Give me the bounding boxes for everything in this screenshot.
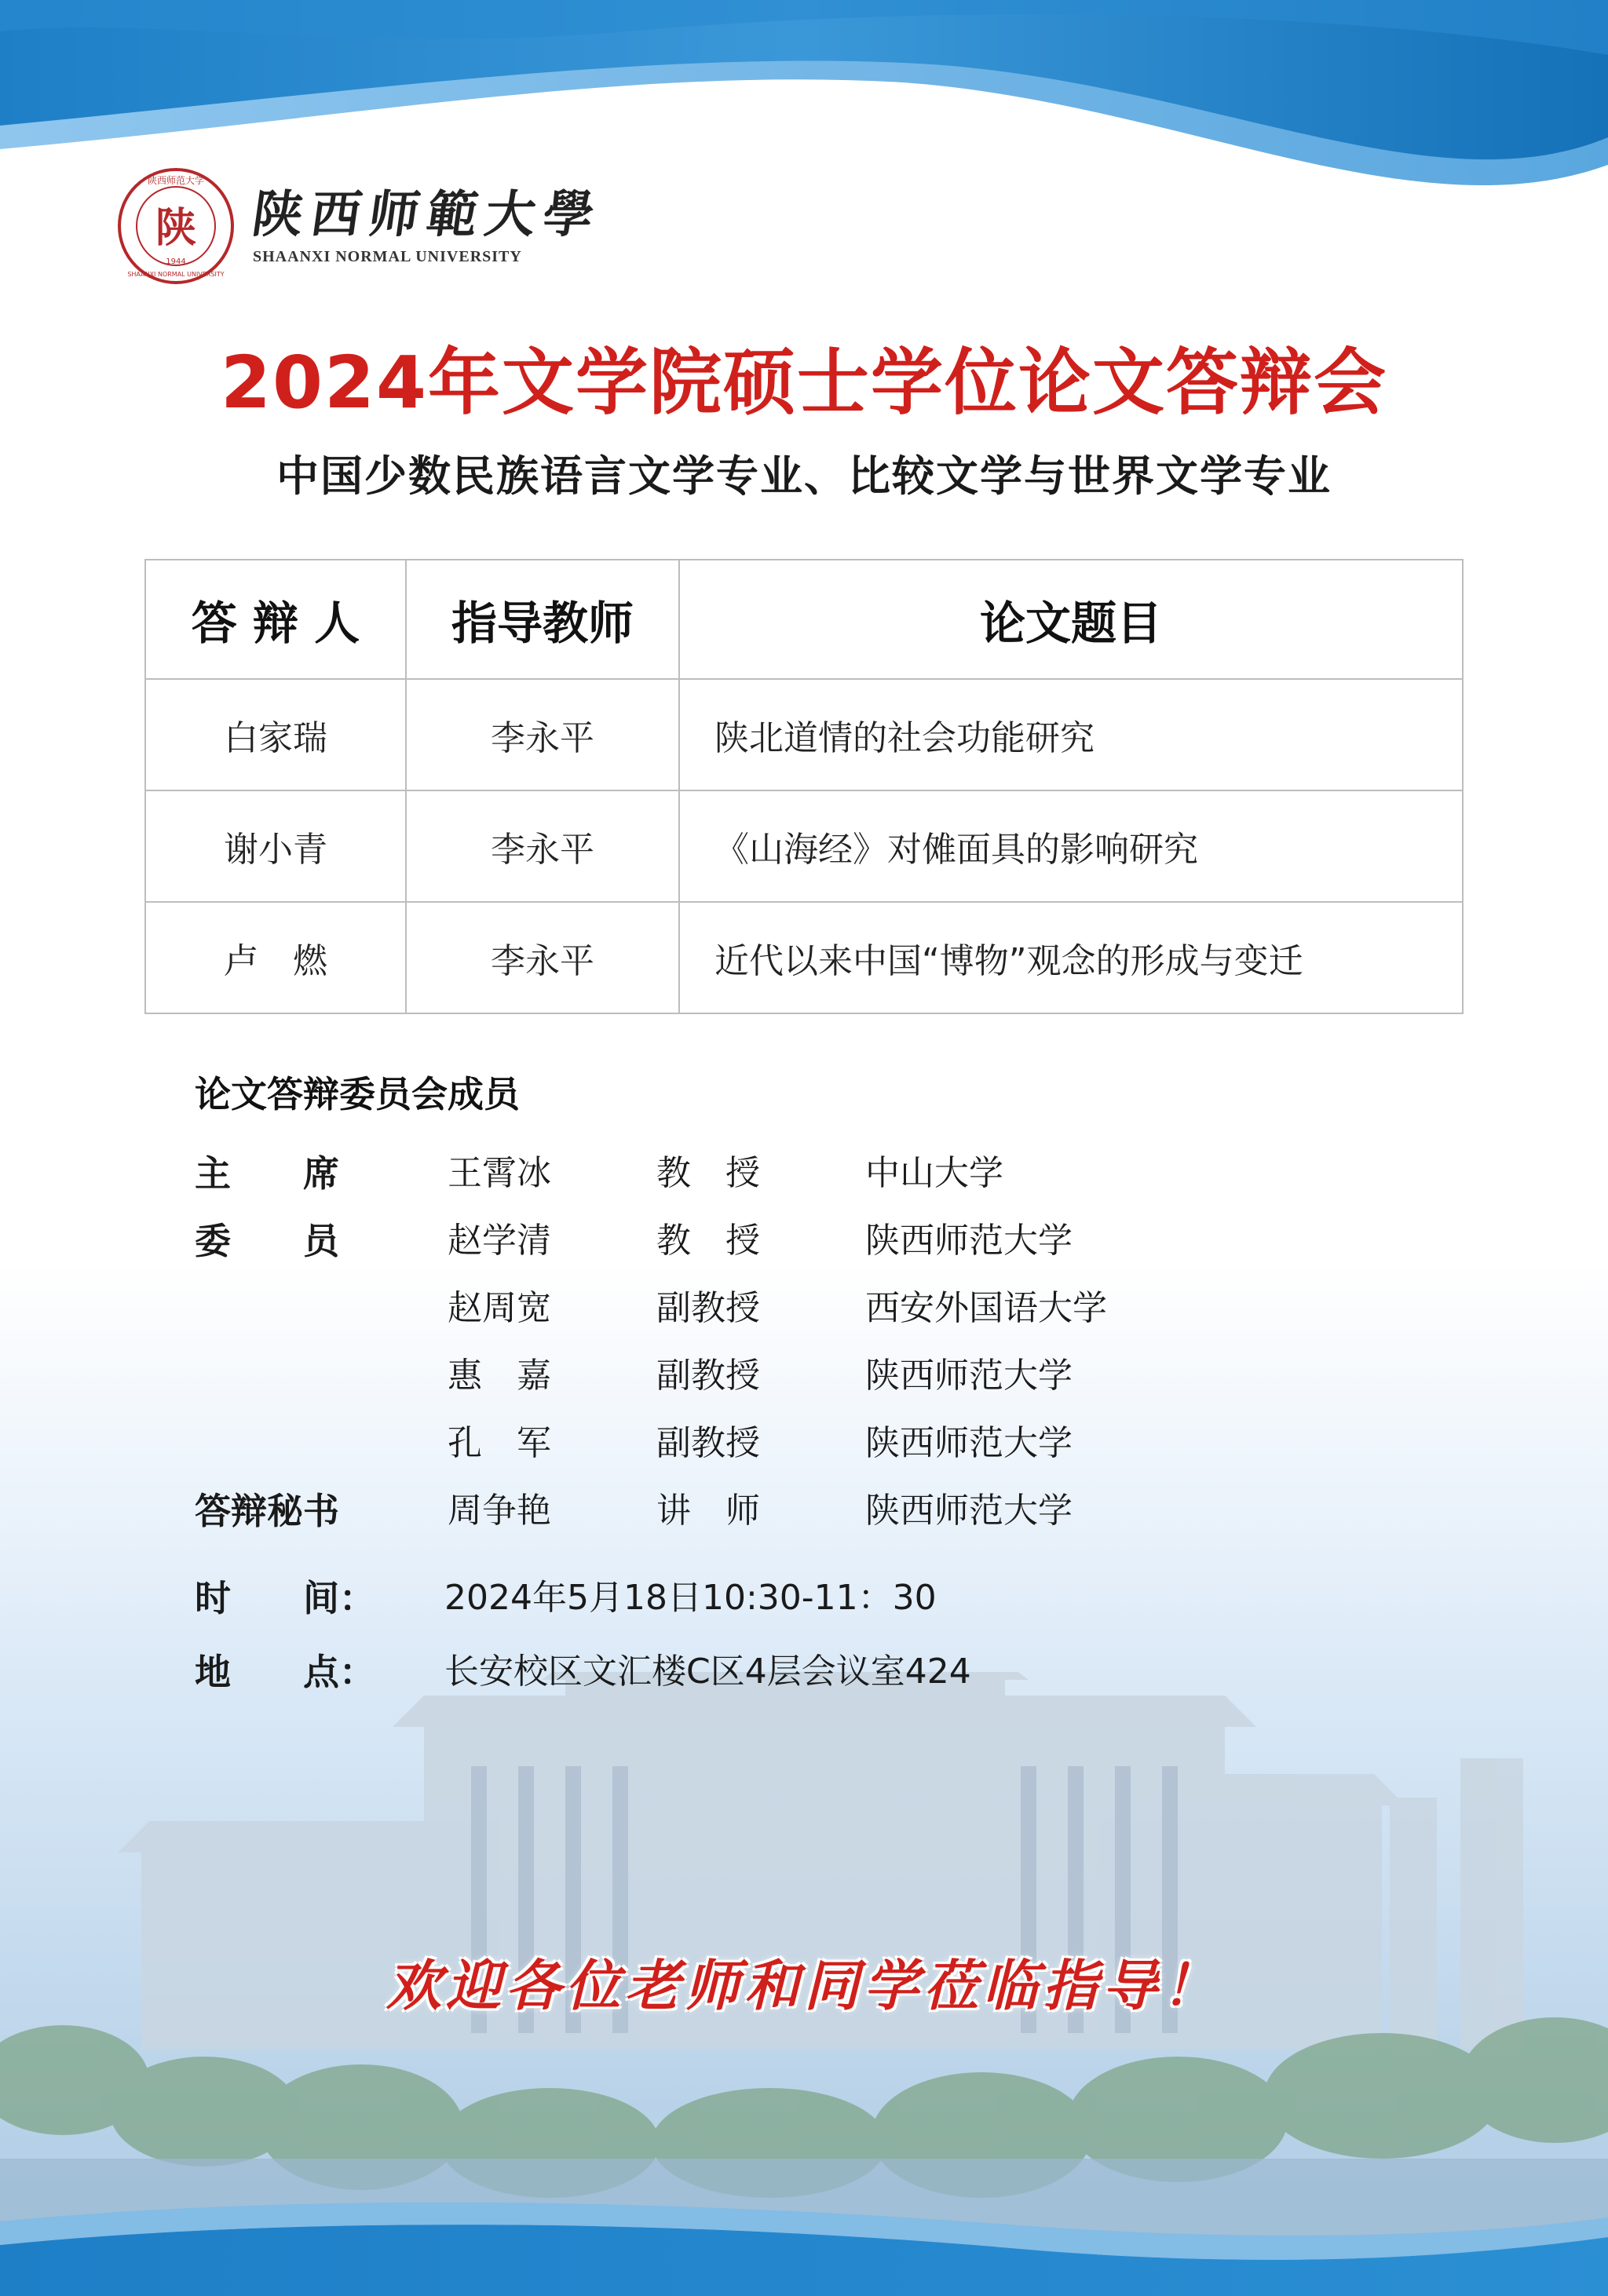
seal-year: 1944: [166, 257, 186, 266]
page-title: 2024年文学院硕士学位论文答辩会: [220, 341, 1388, 425]
table-row: [145, 790, 1463, 902]
defender-name: 白家瑞: [145, 679, 406, 790]
member-name: 赵学清: [448, 1221, 551, 1261]
advisor-name: 李永平: [406, 790, 679, 902]
seal-ring-cn: 陕西师范大学: [147, 175, 205, 186]
defense-schedule-table: [144, 559, 1464, 1014]
member-title: 副教授: [656, 1356, 760, 1396]
defender-name: 谢小青: [145, 790, 406, 902]
committee-heading: 论文答辩委员会成员: [195, 1073, 520, 1115]
university-seal-icon: [116, 166, 236, 286]
table-row: [145, 679, 1463, 790]
member-affiliation: 西安外国语大学: [865, 1288, 1107, 1328]
seal-ring-en: SHAANXI NORMAL UNIVERSITY: [127, 271, 225, 278]
member-name: 赵周宽: [448, 1288, 551, 1328]
place-value: 长安校区文汇楼C区4层会议室424: [444, 1652, 971, 1692]
member-name: 周争艳: [448, 1491, 551, 1531]
university-name-cn: 陕西师範大學: [248, 184, 606, 244]
header-advisor: 指导教师: [406, 560, 679, 679]
thesis-topic: 陕北道情的社会功能研究: [679, 679, 1463, 790]
time-value: 2024年5月18日10:30-11：30: [444, 1578, 937, 1618]
member-affiliation: 陕西师范大学: [865, 1221, 1073, 1261]
table-header-row: [145, 560, 1463, 679]
university-logo: [116, 166, 606, 286]
member-name: 王霄冰: [448, 1153, 551, 1193]
defender-name: 卢 燃: [145, 902, 406, 1013]
member-affiliation: 陕西师范大学: [865, 1356, 1073, 1396]
header-topic: 论文题目: [679, 560, 1463, 679]
university-name-en: SHAANXI NORMAL UNIVERSITY: [253, 247, 522, 265]
table-row: [145, 902, 1463, 1013]
seal-character: 陕: [155, 204, 197, 252]
member-role: 答辩秘书: [195, 1490, 339, 1532]
member-affiliation: 陕西师范大学: [865, 1423, 1073, 1463]
time-label: 时 间：: [195, 1577, 375, 1619]
member-name: 孔 军: [448, 1423, 551, 1463]
member-title: 教 授: [656, 1153, 760, 1193]
welcome-banner: 欢迎各位老师和同学莅临指导！: [386, 1954, 1222, 2018]
member-title: 副教授: [656, 1423, 760, 1463]
place-label: 地 点：: [195, 1651, 375, 1693]
member-name: 惠 嘉: [448, 1356, 551, 1396]
member-affiliation: 中山大学: [865, 1153, 1003, 1193]
header-defender: 答 辩 人: [145, 560, 406, 679]
advisor-name: 李永平: [406, 679, 679, 790]
thesis-topic: 《山海经》对傩面具的影响研究: [679, 790, 1463, 902]
member-role: 主 席: [195, 1152, 339, 1195]
member-affiliation: 陕西师范大学: [865, 1491, 1073, 1531]
member-role: 委 员: [195, 1220, 339, 1262]
member-title: 讲 师: [656, 1491, 760, 1531]
thesis-topic: 近代以来中国“博物”观念的形成与变迁: [679, 902, 1463, 1013]
member-title: 副教授: [656, 1288, 760, 1328]
member-title: 教 授: [656, 1221, 760, 1261]
advisor-name: 李永平: [406, 902, 679, 1013]
page-subtitle: 中国少数民族语言文学专业、比较文学与世界文学专业: [276, 451, 1332, 501]
